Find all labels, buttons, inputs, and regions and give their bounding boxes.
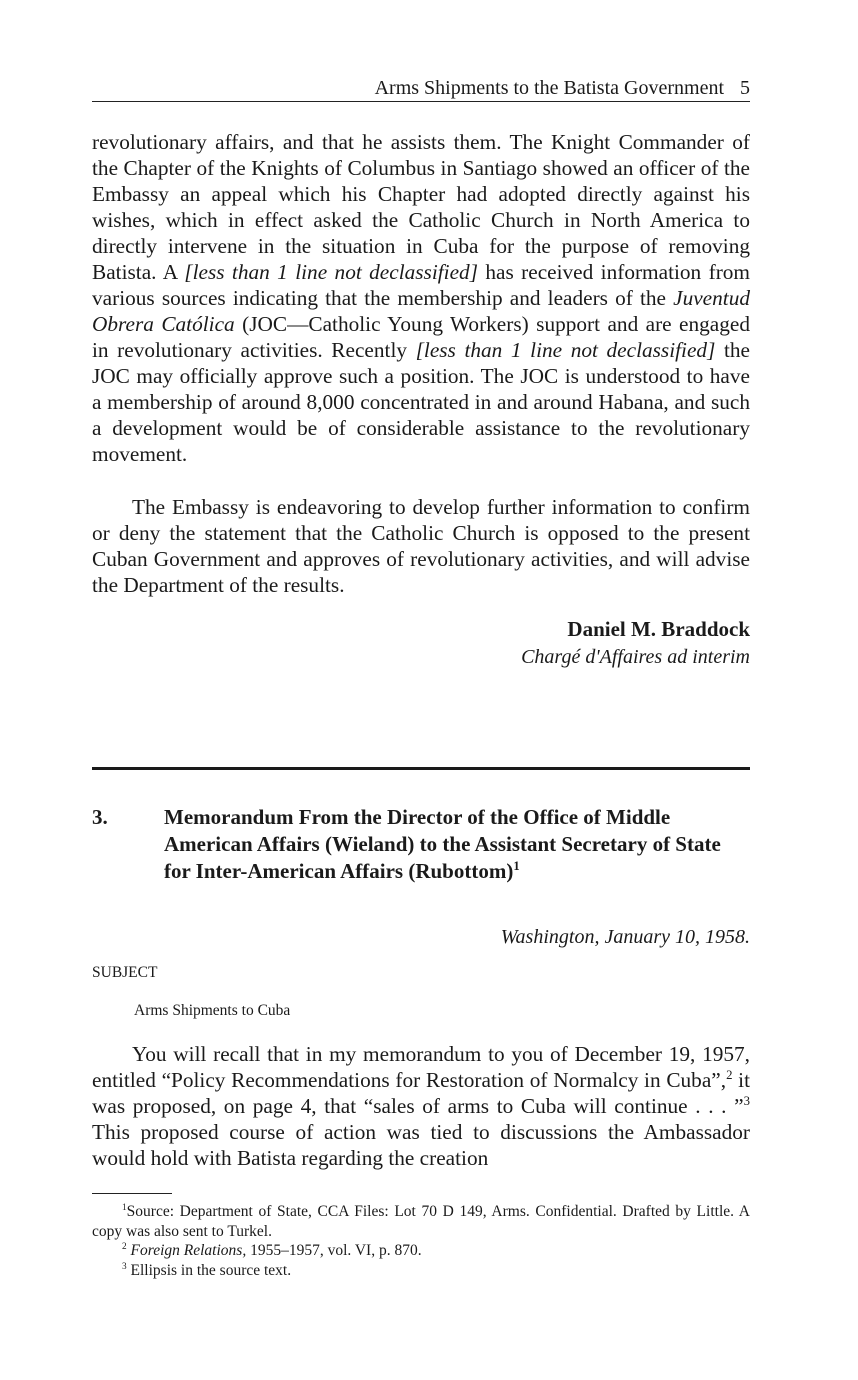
- footnote-text: Ellipsis in the source text.: [130, 1262, 292, 1279]
- footnote-3: [92, 1261, 780, 1281]
- footnote-ref: 2: [726, 1067, 733, 1082]
- footnote-ref: 3: [743, 1093, 750, 1108]
- signature-title: Chargé d'Affaires ad interim: [521, 646, 750, 668]
- paragraph-memo: [92, 1041, 750, 1171]
- paragraph-continued: [92, 129, 750, 467]
- document-title-text: Memorandum From the Director of the Office of Middle American Affairs (Wieland) to the Assistant Secretary of State for Inter-American Affairs (Rubottom): [164, 805, 721, 883]
- running-head: [92, 76, 750, 102]
- footnote-rule: [92, 1193, 172, 1194]
- paragraph-embassy: The Embassy is endeavoring to develop further information to confirm or deny the statement that the Catholic Church is opposed to the present Cuban Government and approves of revolutionary activities, and will advise the Department of the results.: [92, 495, 750, 597]
- paragraph-text: revolutionary affairs, and that he assists them. The Knight Commander of the Chapter of the Knights of Columbus in Santiago showed an officer of the Embassy an appeal which his Chapter had adopted directly against his wishes, which in effect asked the Catholic Church in North America to directly intervene in the situation in Cuba for the purpose of removing Batista. A: [92, 130, 750, 284]
- subject-text: Arms Shipments to Cuba: [134, 1002, 291, 1019]
- paragraph-text: This proposed course of action was tied to discussions the Ambassador would hold with Batista regarding the creation: [92, 1120, 750, 1170]
- subject-label: SUBJECT: [92, 964, 158, 981]
- paragraph-text: the JOC may officially approve such a position. The JOC is understood to have a membership of around 8,000 concentrated in and around Habana, and such a development would be of considerable assistance to the revolutionary movement.: [92, 338, 750, 466]
- footnote-1: [92, 1202, 750, 1242]
- footnote-ref: 1: [513, 859, 520, 873]
- footnote-2: [92, 1241, 780, 1261]
- footnote-marker: 3: [122, 1261, 127, 1272]
- document-number: 3.: [92, 805, 108, 829]
- redaction-note: [less than 1 line not declassified]: [415, 338, 716, 362]
- paragraph-text: it was proposed, on page 4, that “sales of arms to Cuba will continue . . . ”: [92, 1068, 750, 1118]
- paragraph-text: has received information from various sources indicating that the membership and leaders of the: [92, 260, 750, 310]
- dateline: Washington, January 10, 1958.: [500, 926, 750, 948]
- signature-name: Daniel M. Braddock: [567, 617, 750, 641]
- footnote-text: 1955–1957, vol. VI, p. 870.: [246, 1242, 422, 1259]
- footnote-text: Source: Department of State, CCA Files: Lot 70 D 149, Arms. Confidential. Drafted by Little. A copy was also sent to Turkel.: [92, 1203, 750, 1240]
- organization-name: Juventud Obrera Católica: [92, 286, 750, 336]
- paragraph-text: You will recall that in my memorandum to you of December 19, 1957, entitled “Policy Recommendations for Restoration of Normalcy in Cuba”,: [92, 1042, 750, 1092]
- paragraph-text: (JOC—Catholic Young Workers) support and are engaged in revolutionary activities. Recently: [92, 312, 750, 362]
- footnote-citation-title: Foreign Relations,: [130, 1242, 247, 1259]
- document-title: [164, 804, 750, 885]
- page-number: 5: [740, 77, 750, 99]
- running-head-title: Arms Shipments to the Batista Government: [374, 77, 724, 99]
- section-divider: [92, 767, 750, 770]
- redaction-note: [less than 1 line not declassified]: [184, 260, 478, 284]
- footnote-marker: 1: [122, 1202, 127, 1213]
- footnote-marker: 2: [122, 1241, 127, 1252]
